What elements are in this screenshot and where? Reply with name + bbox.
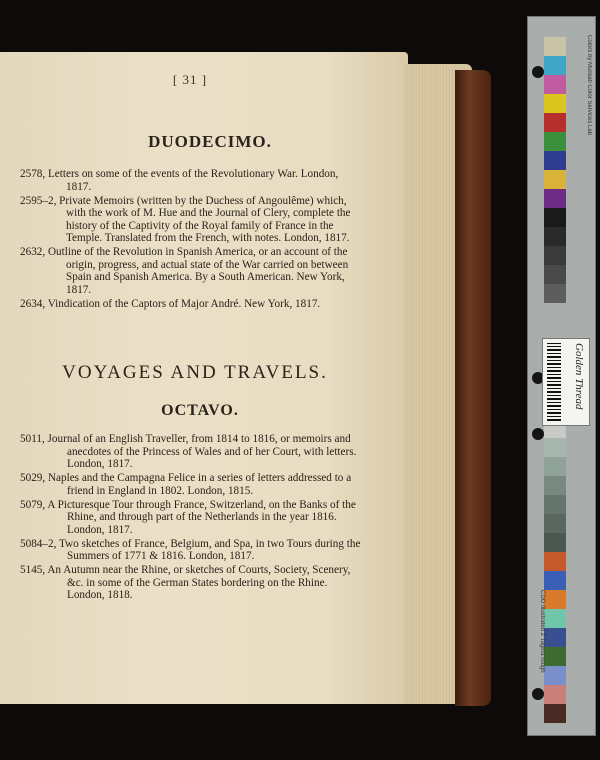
entry-list-octavo: [20, 433, 365, 603]
color-patch: [544, 151, 566, 170]
section-heading-voyages: VOYAGES AND TRAVELS.: [62, 362, 328, 383]
section-subheading-octavo: OCTAVO.: [161, 402, 239, 419]
color-patch: [544, 533, 566, 552]
book-cover-edge: [455, 70, 491, 706]
page-number: [ 31 ]: [172, 72, 208, 87]
strip-label-text: Colors by Munsell Color Services Lab: [586, 35, 592, 136]
logo-text: Golden Thread: [573, 343, 585, 410]
entry-list-duodecimo: [20, 168, 365, 312]
color-patches-top: [544, 37, 566, 303]
color-patch: [544, 590, 566, 609]
color-patch: [544, 457, 566, 476]
catalog-entry: 5145, An Autumn near the Rhine, or sketches of Courts, Society, Scenery, &c. in some of the German States bordering on the Rhine. London, 1818.: [20, 564, 351, 601]
color-patch: [544, 438, 566, 457]
target-logo: [542, 338, 590, 426]
color-patch: [544, 265, 566, 284]
color-patch: [544, 609, 566, 628]
catalog-entry: 2578, Letters on some of the events of the Revolutionary War. London, 1817.: [20, 168, 339, 193]
catalog-entry: 2634, Vindication of the Captors of Major André. New York, 1817.: [20, 297, 321, 310]
color-patch: [544, 495, 566, 514]
color-patch: [544, 170, 566, 189]
color-patch: [544, 514, 566, 533]
color-patch: [544, 94, 566, 113]
color-patch: [544, 246, 566, 265]
color-patch: [544, 666, 566, 685]
catalog-entry: 5079, A Picturesque Tour through France, Switzerland, on the Banks of the Rhine, and through part of the Netherlands in the year 1816. London, 1817.: [20, 498, 356, 536]
catalog-entry: 5029, Naples and the Campagna Felice in a series of letters addressed to a friend in England in 1802. London, 1815.: [20, 472, 352, 497]
color-patch: [544, 37, 566, 56]
section-heading-duodecimo: DUODECIMO.: [148, 132, 272, 151]
color-patch: [544, 284, 566, 303]
strip-bottom-text: CDO Illustrated 2 Tagma rough: [539, 590, 545, 673]
color-patch: [544, 552, 566, 571]
color-patch: [544, 628, 566, 647]
color-patch: [544, 227, 566, 246]
catalog-entry: 5084–2, Two sketches of France, Belgium, and Spa, in two Tours during the Summers of 1771 & 1816. London, 1817.: [20, 537, 361, 562]
barcode-icon: [547, 343, 561, 421]
color-patch: [544, 75, 566, 94]
color-patch: [544, 704, 566, 723]
registration-dot-icon: [532, 66, 544, 78]
catalog-entry: 2632, Outline of the Revolution in Spanish America, or an account of the origin, progress, and actual state of the War carried on between Spain and Spanish America. By a South American. New York, 1817.: [20, 246, 349, 296]
catalog-entry: 2595–2, Private Memoirs (written by the Duchess of Angoulême) which, with the work of M. Hue and the Journal of Clery, complete the history of the Captivity of the Royal family of France in the Temple. Translated from the French, with notes. London, 1817.: [20, 194, 351, 244]
registration-dot-icon: [532, 428, 544, 440]
color-patch: [544, 132, 566, 151]
color-patch: [544, 571, 566, 590]
color-patch: [544, 685, 566, 704]
color-patch: [544, 113, 566, 132]
color-patch: [544, 476, 566, 495]
color-patches-bottom: [544, 419, 566, 723]
color-patch: [544, 56, 566, 75]
color-patch: [544, 189, 566, 208]
catalog-entry: 5011, Journal of an English Traveller, from 1814 to 1816, or memoirs and anecdotes of the Princess of Wales and of her Court, with letters. London, 1817.: [20, 433, 357, 470]
color-patch: [544, 208, 566, 227]
color-patch: [544, 647, 566, 666]
